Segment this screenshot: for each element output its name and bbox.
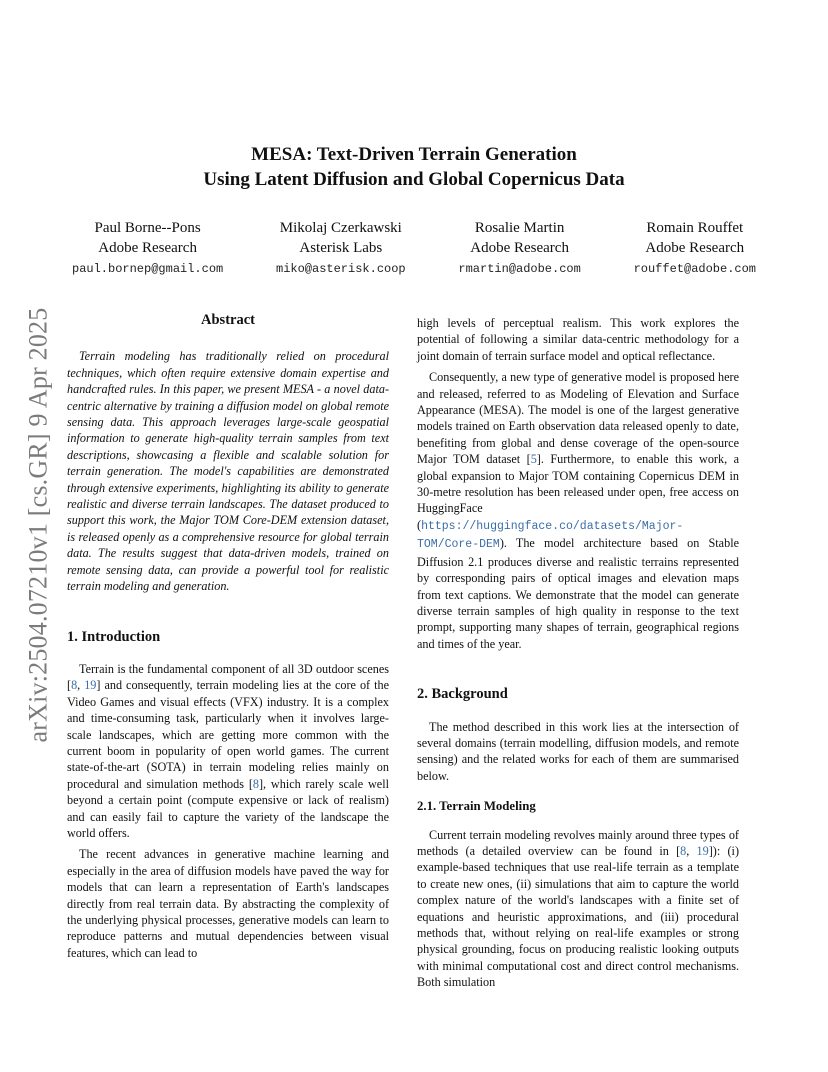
paper-title-line-1: MESA: Text-Driven Terrain Generation [251,144,577,165]
text-run: Terrain is the fundamental component of all 3D outdoor scenes [ [67,661,389,693]
citation-link[interactable]: 19 [696,843,709,858]
text-run: ]. Furthermore, to enable this work, a global expansion to Major TOM containing Copernicus DEM in 30-metre resolution has been released under open, free access on HuggingFace ( [417,452,740,532]
author-block [276,218,406,280]
author-list [72,218,756,280]
text-run: ], which rarely scale well beyond a certain point (compute expensive or lack of realism) and can easily fail to capture the variety of the landscape the world offers. [67,776,389,840]
dataset-url-link[interactable]: https://huggingface.co/datasets/Major-TOM/Core-DEM [417,519,684,552]
author-affiliation: Adobe Research [98,240,197,256]
terrain-modeling-heading: 2.1. Terrain Modeling [417,799,536,814]
background-paragraph: The method described in this work lies at the intersection of several domains (terrain modelling, diffusion models, and remote sensing) and the related works for each of them are summarised below. [417,719,739,783]
author-affiliation: Adobe Research [470,240,569,256]
text-run: ]): (i) example-based techniques that use real-life terrain as a template to create new ones, (ii) simulations that aim to capture the world complex nature of the world's landscapes with a finite set of equations and heuristic approximations, and (iii) procedural methods that, without relying on real-life examples or strong physical grounding, focus on producing realistic looking outputs with minimal computational cost and direct control mechanisms. Both simulation [417,843,739,990]
left-column [67,312,389,966]
background-heading: 2. Background [417,686,508,703]
citation-link[interactable]: 19 [84,678,97,693]
arxiv-identifier-stamp [20,290,56,760]
text-run: , [686,843,697,858]
author-email[interactable]: miko@asterisk.coop [276,262,406,276]
abstract-body: Terrain modeling has traditionally relied on procedural techniques, which often require extensive domain expertise and handcrafted rules. In this paper, we present MESA - a novel data-centric alternative by training a diffusion model on global remote sensing data. This approach leverages large-scale geospatial information to generate high-quality terrain samples from text descriptions, showcasing a flexible and scalable solution for terrain generation. The model's capabilities are demonstrated through extensive experiments, highlighting its ability to generate realistic and diverse terrain landscapes. The dataset produced to support this work, the Major TOM Core-DEM extension dataset, is released openly as a comprehensive resource for global terrain data. The results suggest that data-driven models, trained on remote sensing data, can provide a powerful tool for realistic terrain modeling and generation. [67,349,389,594]
citation-link[interactable]: 8 [71,678,78,693]
introduction-paragraph-1 [67,661,389,841]
author-block [458,218,580,280]
text-run: ] and consequently, terrain modeling lies at the core of the Video Games and visual effects (VFX) industry. It is a complex and time-consuming task, particularly when it involves large-scale landscapes, which are getting more common with the current boom in popularity of open world games. The current state-of-the-art (SOTA) in terrain modeling relies mainly on procedural and simulation methods [ [67,678,389,791]
citation-link[interactable]: 8 [680,843,687,858]
arxiv-identifier-text: arXiv:2504.07210v1 [cs.GR] 9 Apr 2025 [23,307,53,743]
introduction-paragraph-continued: high levels of perceptual realism. This work explores the potential of following a similar data-centric methodology for a joint domain of terrain surface model and optical reflectance. [417,316,739,363]
terrain-modeling-paragraph [417,827,739,991]
text-run: Consequently, a new type of generative model is proposed here and released, referred to as Modeling of Elevation and Surface Appearance (MESA). The model is one of the largest generative models trained on Earth observation data released openly to date, benefiting from global and dense coverage of the open-source Major TOM dataset [ [417,370,739,467]
author-affiliation: Adobe Research [645,240,745,256]
introduction-paragraph-2: The recent advances in generative machine learning and especially in the area of diffusion models have paved the way for models that can learn a representation of Earth's landscapes directly from real terrain data. By abstracting the complexity of the underlying physical processes, generative models can learn to reproduce patterns and mutual dependencies between visual features, which can lead to [67,847,389,960]
author-name: Mikolaj Czerkawski [279,220,402,236]
paper-title [0,142,828,192]
author-name: Romain Rouffet [646,220,744,236]
author-name: Paul Borne--Pons [94,220,201,236]
paper-title-line-2: Using Latent Diffusion and Global Copernicus Data [203,169,625,190]
author-block [634,218,756,280]
author-email[interactable]: paul.bornep@gmail.com [72,262,224,276]
text-run: , [77,678,85,693]
author-affiliation: Asterisk Labs [299,240,383,256]
abstract-heading: Abstract [201,312,255,328]
introduction-heading: 1. Introduction [67,628,161,645]
author-block [72,218,223,280]
text-run: Current terrain modeling revolves mainly around three types of methods (a detailed overview can be found in [ [417,827,739,858]
citation-link[interactable]: 5 [530,452,537,467]
author-name: Rosalie Martin [474,220,565,236]
text-run: ). The model architecture based on Stable Diffusion 2.1 produces diverse and realistic terrains represented by corresponding pairs of optical images and elevation maps from text captions. We demonstrate that the model can generate diverse terrain samples of high quality in response to the text prompt, supporting many shapes of terrain, geographical regions and times of the year. [417,536,739,651]
introduction-paragraph-mesa [417,369,739,652]
author-email[interactable]: rouffet@adobe.com [633,262,756,276]
right-column [417,315,739,996]
citation-link[interactable]: 8 [252,776,259,791]
author-email[interactable]: rmartin@adobe.com [458,262,581,276]
